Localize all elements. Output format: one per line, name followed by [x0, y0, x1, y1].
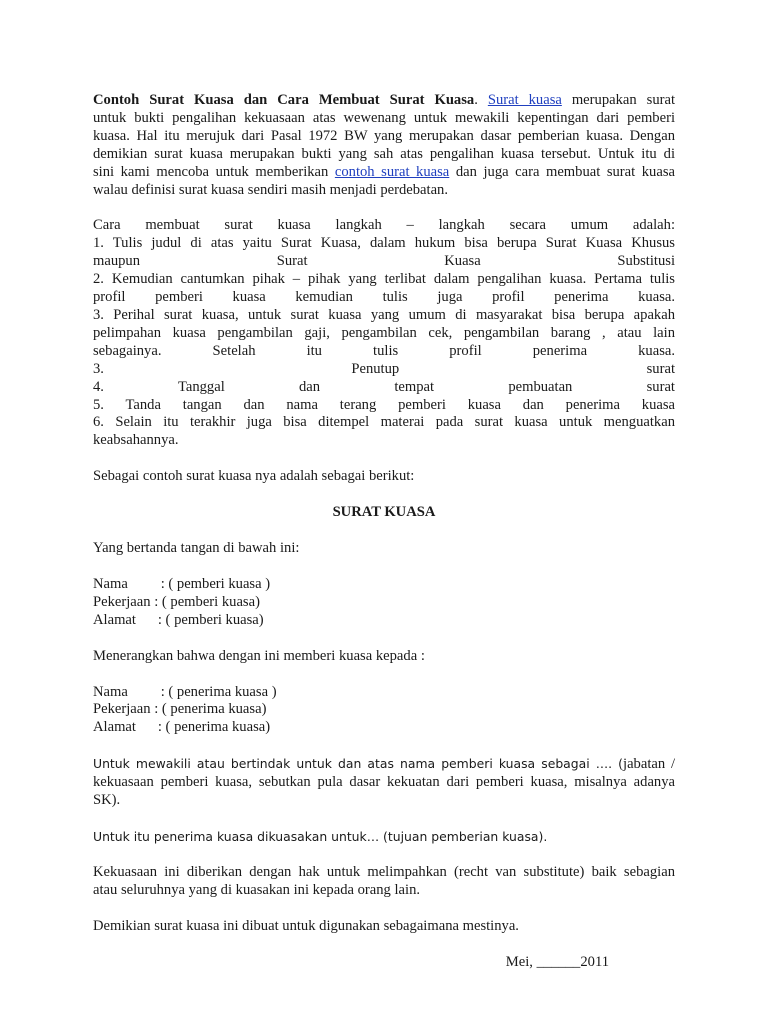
steps-line: 1. Tulis judul di atas yaitu Surat Kuasa, dalam hukum bisa berupa Surat Kuasa Khusus [93, 235, 675, 252]
steps-line: 4. Tanggal dan tempat pembuatan surat [93, 378, 675, 395]
letter-title: SURAT KUASA [332, 504, 436, 521]
substitute-line-2: atau seluruhnya yang di kuasakan ini kepada orang lain. [93, 881, 421, 898]
intro-line-4: demikian surat kuasa merupakan bukti yang sah atas pengalihan kuasa tersebut. Untuk itu di [93, 145, 675, 162]
steps-line: 6. Selain itu terakhir juga bisa ditempel materai pada surat kuasa untuk menguatkan [93, 414, 675, 431]
substitute-line-1: Kekuasaan ini diberikan dengan hak untuk melimpahkan (recht van substitute) baik sebagian [93, 863, 675, 880]
giver-address-row [93, 612, 675, 630]
intro-line-5-rest: dan juga cara membuat surat kuasa [449, 163, 675, 180]
steps-line: pelimpahan kuasa pengambilan gaji, pengambilan cek, pengambilan barang , atau lain [93, 324, 675, 341]
steps-paragraph [93, 217, 675, 450]
date-line: Mei, ______2011 [505, 953, 609, 970]
field-value: : ( penerima kuasa) [154, 701, 267, 718]
intro-line-5-start: sini kami mencoba untuk memberikan [93, 163, 335, 180]
field-label: Alamat [93, 611, 158, 628]
steps-line: 3. Perihal surat kuasa, untuk surat kuasa yang umum di masyarakat bisa berupa apakah [93, 306, 675, 323]
intro-line-1-rest: merupakan surat [561, 92, 676, 108]
giver-job-row [93, 594, 675, 612]
steps-line: maupun Surat Kuasa Substitusi [93, 253, 675, 270]
steps-line: 5. Tanda tangan dan nama terang pemberi kuasa dan penerima kuasa [93, 396, 675, 413]
field-label: Pekerjaan [93, 701, 155, 718]
example-intro: Sebagai contoh surat kuasa nya adalah sebagai berikut: [93, 468, 415, 485]
field-value: : ( pemberi kuasa) [157, 611, 264, 628]
steps-line: profil pemberi kuasa kemudian tulis juga profil penerima kuasa. [93, 289, 675, 306]
field-label: Nama [93, 575, 161, 592]
purpose-line: Untuk itu penerima kuasa dikuasakan untuk… (tujuan pemberian kuasa). [93, 829, 548, 844]
giver-name-row [93, 576, 675, 594]
intro-line-5 [93, 164, 675, 182]
intro-line-2: untuk bukti pengalihan kekuasaan atas wewenang untuk mewakili kepentingan dari pemberi [93, 109, 675, 126]
field-value: : ( penerima kuasa) [157, 719, 271, 736]
intro-line-6: walau definisi surat kuasa sendiri masih menjadi perdebatan. [93, 181, 449, 198]
letter-opening: Yang bertanda tangan di bawah ini: [93, 540, 300, 557]
contoh-surat-kuasa-link[interactable]: contoh surat kuasa [334, 163, 450, 180]
intro-line-1 [93, 92, 675, 110]
field-value: : ( penerima kuasa ) [160, 683, 277, 700]
represent-line-1 [93, 755, 675, 774]
letter-statement: Menerangkan bahwa dengan ini memberi kuasa kepada : [93, 647, 425, 664]
field-label: Alamat [93, 719, 158, 736]
steps-line: 2. Kemudian cantumkan pihak – pihak yang terlibat dalam pengalihan kuasa. Pertama tulis [93, 271, 675, 288]
steps-line: Cara membuat surat kuasa langkah – langkah secara umum adalah: [93, 217, 675, 234]
steps-line: 3. Penutup surat [93, 360, 675, 377]
intro-line-3: kuasa. Hal itu merujuk dari Pasal 1972 BW yang merupakan dasar pemberian kuasa. Dengan [93, 127, 675, 144]
receiver-address-row [93, 719, 675, 737]
giver-fields [93, 576, 675, 630]
represent-paragraph [93, 755, 675, 810]
substitute-paragraph [93, 864, 675, 900]
field-label: Pekerjaan [93, 593, 155, 610]
represent-sans-text: Untuk mewakili atau bertindak untuk dan atas nama pemberi kuasa sebagai …. ( [93, 756, 624, 772]
intro-separator: . [474, 92, 488, 108]
steps-line-last: keabsahannya. [93, 432, 179, 449]
represent-line-2: kekuasaan pemberi kuasa, sebutkan pula dasar kekuatan dari pemberi kuasa, misalnya adanya [93, 774, 675, 791]
represent-line-3: SK). [93, 792, 121, 809]
field-value: : ( pemberi kuasa ) [160, 575, 271, 592]
intro-bold-title: Contoh Surat Kuasa dan Cara Membuat Surat Kuasa [93, 92, 475, 108]
field-label: Nama [93, 683, 161, 700]
field-value: : ( pemberi kuasa) [154, 593, 260, 610]
steps-line: sebagainya. Setelah itu tulis profil penerima kuasa. [93, 342, 675, 359]
receiver-job-row [93, 701, 675, 719]
receiver-name-row [93, 684, 675, 702]
closing-line: Demikian surat kuasa ini dibuat untuk digunakan sebagaimana mestinya. [93, 917, 519, 934]
surat-kuasa-link[interactable]: Surat kuasa [487, 92, 562, 108]
represent-rest-text: jabatan / [623, 756, 676, 773]
document-page [93, 92, 675, 972]
intro-paragraph [93, 92, 675, 199]
receiver-fields [93, 684, 675, 738]
